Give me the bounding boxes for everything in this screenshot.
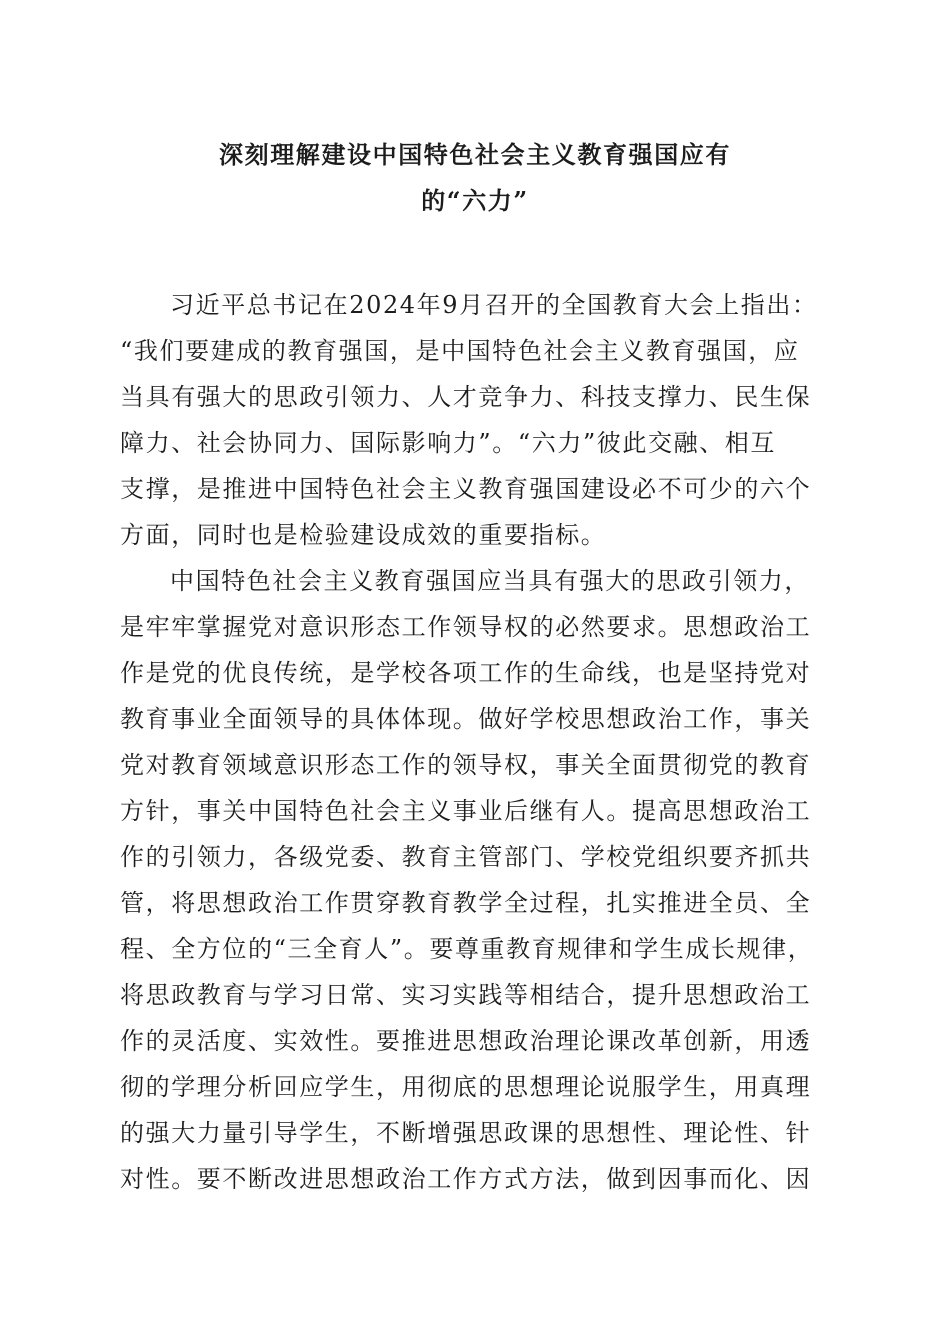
text-line: 的强大力量引导学生，不断增强思政课的思想性、理论性、针 <box>120 1119 812 1147</box>
text-line: 程、全方位的“三全育人”。要尊重教育规律和学生成长规律， <box>120 935 814 963</box>
text-line: 党对教育领域意识形态工作的领导权，事关全面贯彻党的教育 <box>120 751 812 779</box>
title-line: 的“六力” <box>421 186 529 215</box>
text-line: 支撑，是推进中国特色社会主义教育强国建设必不可少的六个 <box>120 475 812 503</box>
document-title <box>110 132 840 224</box>
title-line: 深刻理解建设中国特色社会主义教育强国应有 <box>219 140 731 169</box>
text-line: 管，将思想政治工作贯穿教育教学全过程，扎实推进全员、全 <box>120 889 812 917</box>
text-line: 将思政教育与学习日常、实习实践等相结合，提升思想政治工 <box>120 981 812 1009</box>
text-line: 障力、社会协同力、国际影响力”。“六力”彼此交融、相互 <box>120 429 777 457</box>
text-line: 作的引领力，各级党委、教育主管部门、学校党组织要齐抓共 <box>120 843 812 871</box>
paragraph-ideological-leadership <box>120 558 840 1202</box>
text-line: “我们要建成的教育强国，是中国特色社会主义教育强国，应 <box>120 337 800 365</box>
text-line: 教育事业全面领导的具体体现。做好学校思想政治工作，事关 <box>120 705 812 733</box>
text-line: 是牢牢掌握党对意识形态工作领导权的必然要求。思想政治工 <box>120 613 812 641</box>
paragraph-intro <box>120 282 840 558</box>
text-line: 方面，同时也是检验建设成效的重要指标。 <box>120 521 607 549</box>
text-line: 对性。要不断改进思想政治工作方式方法，做到因事而化、因 <box>120 1165 812 1193</box>
text-line: 当具有强大的思政引领力、人才竞争力、科技支撑力、民生保 <box>120 383 812 411</box>
text-line: 中国特色社会主义教育强国应当具有强大的思政引领力， <box>170 567 810 595</box>
text-line: 方针，事关中国特色社会主义事业后继有人。提高思想政治工 <box>120 797 812 825</box>
text-line: 作是党的优良传统，是学校各项工作的生命线，也是坚持党对 <box>120 659 812 687</box>
document-body <box>120 282 840 1202</box>
text-line: 彻的学理分析回应学生，用彻底的思想理论说服学生，用真理 <box>120 1073 812 1101</box>
text-line: 作的灵活度、实效性。要推进思想政治理论课改革创新，用透 <box>120 1027 812 1055</box>
text-line: 习近平总书记在2024年9月召开的全国教育大会上指出： <box>170 291 818 319</box>
